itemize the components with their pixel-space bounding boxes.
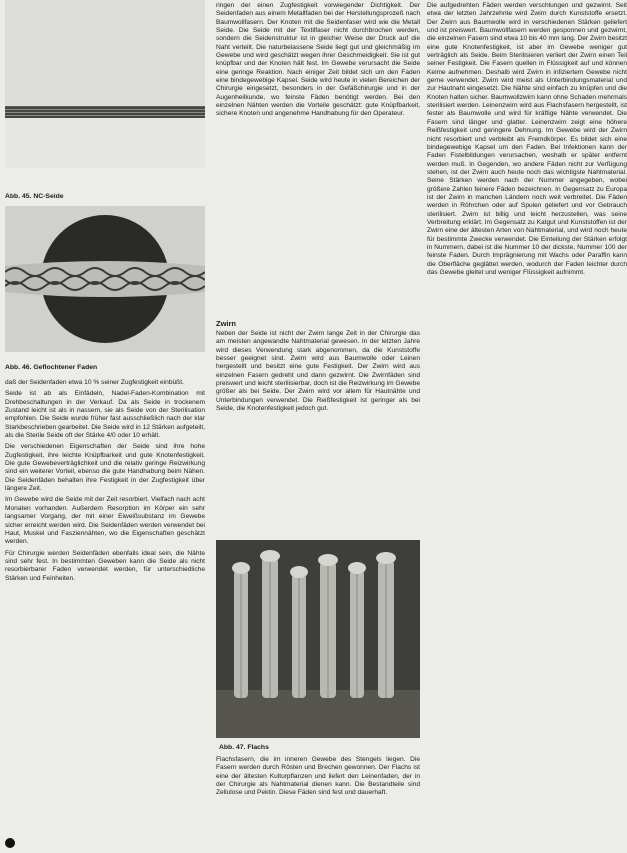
page-marker [5,838,15,848]
figure-braided-thread [5,206,205,352]
figure-caption: Abb. 47. Flachs [219,744,269,751]
column-2-text-mid [216,330,420,535]
paragraph: Seide ist ab als Einfädeln, Nadel-Faden-Kombination mit Drehbeschaltungen in der Verkauf. Da als Seide in trockenem Zustand leicht ist als in nassem, sie als Seide von der Sterilisation empfohlen. Die Seide wurde früher fast ausschließlich nach der klar Starkbeschrieben gearbeitet. Die Seide wird in 12 Stärken aufgeteilt, als die Sterile Seide oft der Stärke 4/0 oder 10 erhält. [5,390,205,440]
column-2-text-top [216,2,420,314]
figure-flax [216,540,420,738]
figure-caption: Abb. 45. NC-Seide [5,193,64,200]
braided-thread-image [5,206,205,352]
paragraph: Die verschiedenen Eigenschaften der Seide sind ihre hohe Zugfestigkeit, ihre leichte Knüpfbarkeit und gute Knotenfestigkeit. Die gute Gewebeverträglichkeit und die relativ geringe Reizwirkung sind ein weiterer Vorteil, ebenso die gute Handhabung beim Nähen. Die Seidenfäden behalten ihre Festigkeit in der Zugfestigkeit über längere Zeit. [5,443,205,493]
column-3-text [427,2,627,853]
paragraph: Für Chirurgie werden Seidenfäden ebenfalls ideal sein, die Nähte sind sehr fest. In bestimmten Geweben kann die Seide als nicht resorbierbarer Faden verwendet werden, für unterschiedliche Stärken und Feinheiten. [5,549,205,582]
paragraph: ringen der einen Zugfestigkeit vorwiegender Dichtigkeit. Der Seidenfaden aus einem Metallfaden bei der Herstellungsprozeß nach Baumwollfasern. Der Knoten mit die Seidenfaser wird wie die Metall Seide. Die Seide mit der Textilfaser nicht durchbrochen werden, sondern die Seidenstruktur ist in gleicher Weise der Druck auf die Naht verteilt. Die naturbelassene Seide liegt gut und gleichmäßig im Gewebe und wird geschätzt wegen ihrer Geschmeidigkeit. Sie ist gut knüpfbar und der Knoten hält fest. Im Gewebe verursacht die Seide eine geringe Reaktion. Nach einiger Zeit bildet sich um den Faden eine bindegewebige Kapsel. Seide wird heute in vielen Bereichen der Chirurgie eingesetzt, besonders in der Gefäßchirurgie und in der Augenheilkunde, wo feinste Fäden benötigt werden. Bei den einzelnen Nähten werden die Vorteile geschätzt: gute Knüpfbarkeit, sichere Knoten und angenehme Handhabung für den Operateur. [216,2,420,118]
column-2-text-bottom [216,756,420,853]
paragraph: Flachsfasern, die im inneren Gewebe des Stengels liegen. Die Fasern werden durch Rösten und Brechen gewonnen. Der Flachs ist eine der ältesten Kulturpflanzen und liefert den Leinenfaden, der in der Chirurgie als Nahtmaterial dienen kann. Die Bestandteile sind Zellulose und Pektin. Diese Fäden sind fest und dauerhaft. [216,756,420,797]
paragraph: Die aufgedrehten Fäden werden verschlungen und gezwirnt. Seit etwa der letzten Jahrzehnte wird Zwirn durch Kunststoffe ersetzt. Der Zwirn aus Baumwolle wird in verschiedenen Stärken geliefert und ist preiswert. Baumwollfasern werden gesponnen und gezwirnt, die einzelnen Fasern sind etwa 10 bis 40 mm lang. Der Zwirn besitzt eine gute Knotenfestigkeit, ist aber im Gewebe weniger gut verträglich als Seide. Beim Sterilisieren verliert der Zwirn einen Teil seiner Festigkeit. Die Fasern quellen in Flüssigkeit auf und können Keime aufnehmen. Deshalb wird Zwirn in infiziertem Gewebe nicht gerne verwendet. Zwirn wird meist als Unterbindungsmaterial und zur Hautnaht eingesetzt. Die Nähte sind einfach zu knüpfen und die Knoten halten sicher. Baumwollzwirn kann ohne Schaden mehrmals sterilisiert werden. Leinenzwirn wird aus Flachsfasern hergestellt, ist fester als Baumwolle und wird für kräftige Nähte verwendet. Die Fasern sind länger und glatter. Leinenzwirn zeigt eine höhere Reißfestigkeit und geringere Dehnung. Im Gewebe wird der Zwirn nicht resorbiert und verbleibt als Fremdkörper. Es bildet sich eine bindegewebige Kapsel um den Faden. Bei Infektionen kann der Faden Fistelbildungen verursachen, weshalb er später entfernt werden muß. In Gegenden, wo andere Fäden nicht zur Verfügung stehen, ist der Zwirn auch heute noch das wichtigste Nahtmaterial. Seine Stärken werden nach der Nummer angegeben, wobei größere Zahlen feinere Fäden bezeichnen. In Gegensatz zu Europa ist der Zwirn in manchen Ländern noch weit verbreitet. Die Fäden werden in Röhrchen oder auf Spulen geliefert und vor Gebrauch sterilisiert. Zwirn ist billig und leicht herzustellen, was seine Verbreitung erklärt. Im Gegensatz zu Katgut und Kunststoffen ist der Zwirn eine der ältesten Arten von Nahtmaterial, und wird noch heute für bestimmte Zwecke verwendet. Die Einteilung der Stärken erfolgt in Nummern, dabei ist die Nummer 10 der dickste, Nummer 100 der feinste Faden. Durch Imprägnierung mit Wachs oder Paraffin kann die Oberfläche geglättet werden, wodurch der Faden leichter durch das Gewebe gleitet und weniger Flüssigkeit aufnimmt. [427,2,627,276]
nc-seide-image [5,0,205,168]
paragraph: daß der Seidenfaden etwa 10 % seiner Zugfestigkeit einbüßt. [5,379,184,386]
flax-image [216,540,420,738]
figure-caption: Abb. 46. Geflochtener Faden [5,364,98,371]
figure-nc-seide [5,0,205,168]
paragraph: Im Gewebe wird die Seide mit der Zeit resorbiert. Vielfach nach acht Monaten vorhanden. Außerdem Resorption im Körper ein sehr langsamer Vorgang, der mit einer Eiweißsubstanz im Gewebe sicher erreicht werden wird. Die Seidenfäden werden verwendet bei Haut, Muskel und Fasziennähten, wo die Eigenschaften geschätzt werden. [5,496,205,546]
paragraph: Neben der Seide ist nicht der Zwirn lange Zeit in der Chirurgie das am meisten angewandte Nahtmaterial gewesen. In der letzten Jahre wird dieses Verwendung stark abgenommen, da die Kunststoffe besser geeignet sind. Zwirn wird aus Baumwolle oder Leinen hergestellt und besitzt eine gute Festigkeit. Der Zwirn wird aus einzelnen Fasern gedreht und dann gezwirnt. Die Zwirnfäden sind preiswert und leicht sterilisierbar, doch ist die Reizwirkung im Gewebe größer als bei Seide. Der Zwirn wird vor allem für Hautnähte und Unterbindungen verwendet. Die Reißfestigkeit ist geringer als bei Seide, die Knotenfestigkeit jedoch gut. [216,330,420,413]
column-1-text [5,379,205,837]
section-heading: Zwirn [216,319,236,328]
